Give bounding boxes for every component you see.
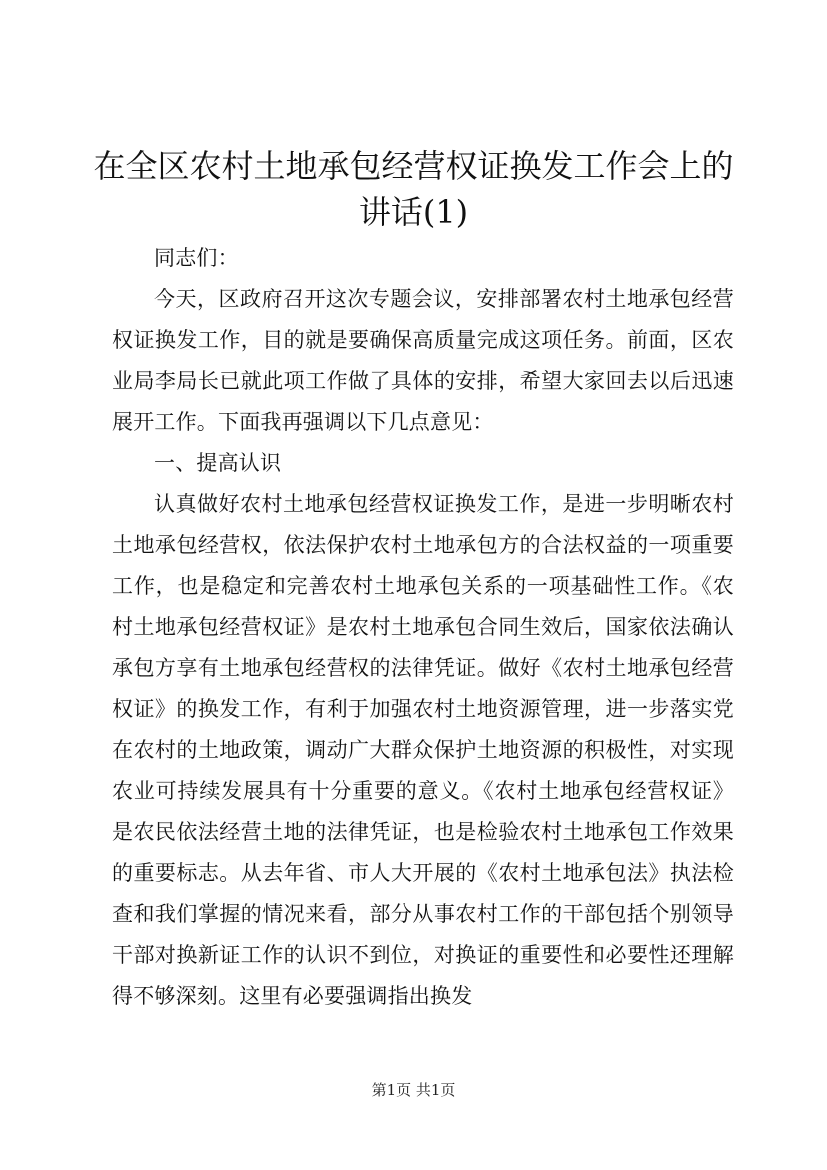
paragraph-main: 认真做好农村土地承包经营权证换发工作，是进一步明晰农村土地承包经营权，依法保护农村土地承包方的合法权益的一项重要工作，也是稳定和完善农村土地承包关系的一项基础性工作。《农村土地承包经营权证》是农村土地承包合同生效后，国家依法确认承包方享有土地承包经营权的法律凭证。做好《农村土地承包经营权证》的换发工作，有利于加强农村土地资源管理，进一步落实党在农村的土地政策，调动广大群众保护土地资源的积极性，对实现农业可持续发展具有十分重要的意义。《农村土地承包经营权证》是农民依法经营土地的法律凭证，也是检验农村土地承包工作效果的重要标志。从去年省、市人大开展的《农村土地承包法》执法检查和我们掌握的情况来看，部分从事农村工作的干部包括个别领导干部对换新证工作的认识不到位，对换证的重要性和必要性还理解得不够深刻。这里有必要强调指出换发 [112, 492, 734, 1008]
paragraph-intro: 今天，区政府召开这次专题会议，安排部署农村土地承包经营权证换发工作，目的就是要确保高质量完成这项任务。前面，区农业局李局长已就此项工作做了具体的安排，希望大家回去以后迅速展开工作。下面我再强调以下几点意见： [112, 287, 734, 434]
section-heading: 一、提高认识 [154, 451, 282, 475]
document-title: 在全区农村土地承包经营权证换发工作会上的讲话(1) [93, 147, 734, 231]
page-footer: 第1页 共1页 [371, 1081, 456, 1099]
document-body [112, 238, 734, 1017]
paragraph-salutation: 同志们： [154, 246, 239, 270]
